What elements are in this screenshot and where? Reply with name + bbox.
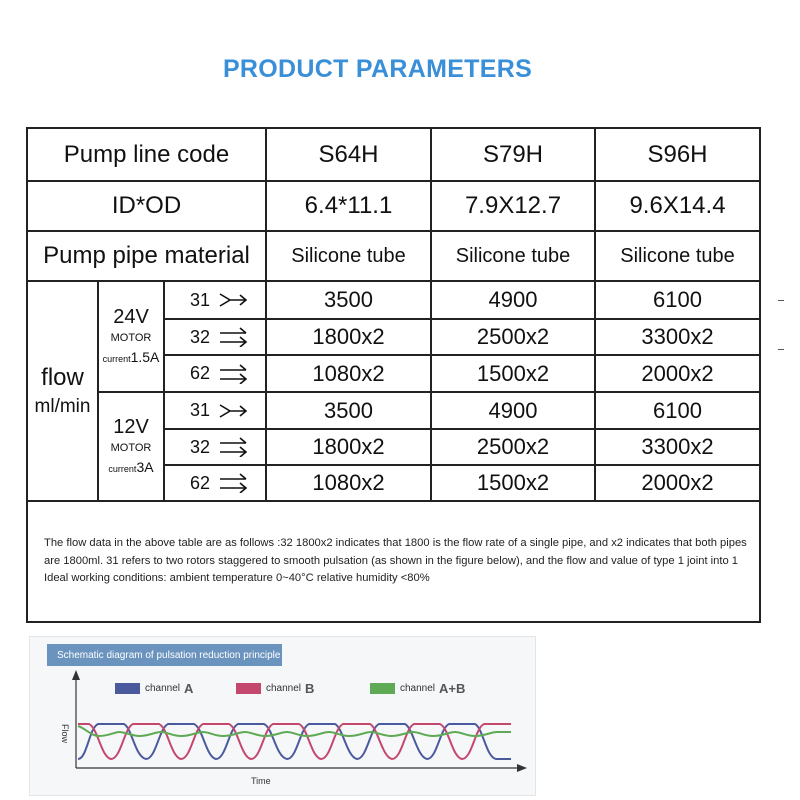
rotor-number: 62	[190, 472, 211, 493]
flow-label-line2: ml/min	[34, 396, 91, 417]
legend-channel-ab: channel A+B	[370, 681, 465, 696]
current-label: current3A	[108, 458, 154, 475]
flow-value: 2000x2	[641, 470, 714, 495]
legend-channel-b: channel B	[236, 681, 314, 696]
flow-note: The flow data in the above table are as follows :32 1800x2 indicates that 1800 is the flow rate of a single pipe, and x2 indicates that both pipes are 1800ml. 31 refers to two rotors staggered to smooth pulsation (as shown in the figure below), and the flow and value of type 1 joint into 1 Ideal working conditions: ambient temperature 0~40°C relative humidity <80%	[44, 537, 747, 584]
flow-value: 1080x2	[312, 470, 385, 495]
flow-value: 3300x2	[641, 324, 714, 349]
material-value: Silicone tube	[455, 244, 571, 267]
rotor-cell	[165, 430, 265, 464]
rotor-cell	[165, 356, 265, 391]
flow-value: 6100	[653, 397, 702, 423]
rotor-cell	[165, 282, 265, 318]
flow-label-line1: flow	[41, 364, 84, 391]
edge-mark	[778, 300, 784, 301]
voltage-group-12v	[99, 393, 163, 500]
flow-value: 4900	[488, 287, 538, 312]
header-label: Pump line code	[63, 140, 230, 168]
page-title: PRODUCT PARAMETERS	[222, 55, 533, 83]
motor-label: MOTOR	[110, 331, 152, 344]
x-axis-label: Time	[251, 776, 271, 786]
flow-value: 1080x2	[312, 360, 385, 386]
motor-label: MOTOR	[110, 441, 152, 454]
rotor-number: 31	[190, 289, 211, 310]
rotor-cell	[165, 393, 265, 428]
voltage-label: 24V	[113, 305, 149, 328]
material-value: Silicone tube	[620, 244, 735, 267]
voltage-label: 12V	[113, 415, 149, 438]
model-s96h: S96H	[647, 140, 708, 168]
rotor-number: 62	[190, 363, 211, 383]
rotor-cell	[165, 320, 265, 354]
flow-value: 3300x2	[641, 434, 714, 459]
flow-value: 3500	[324, 287, 373, 312]
dual-arrow-icon	[218, 290, 250, 310]
rotor-number: 31	[190, 400, 211, 420]
pulsation-plot	[29, 636, 536, 796]
material-value: Silicone tube	[291, 244, 406, 267]
flow-value: 2000x2	[641, 360, 714, 386]
voltage-group-24v	[99, 282, 163, 391]
dual-arrow-icon	[218, 401, 250, 421]
diagram-title: Schematic diagram of pulsation reduction principle	[47, 644, 282, 666]
double-arrow-icon	[218, 364, 250, 384]
id-od-value: 7.9X12.7	[464, 192, 562, 219]
flow-value: 6100	[653, 287, 702, 312]
legend-channel-a: channel A	[115, 681, 193, 696]
flow-value: 1500x2	[476, 470, 550, 495]
id-od-value: 6.4*11.1	[304, 192, 393, 219]
flow-value: 2500x2	[476, 324, 550, 349]
flow-value: 1800x2	[312, 324, 385, 349]
id-od-value: 9.6X14.4	[629, 192, 726, 219]
double-arrow-icon	[218, 437, 250, 457]
flow-value: 2500x2	[476, 434, 550, 459]
double-arrow-icon	[218, 473, 250, 493]
flow-label	[28, 282, 97, 500]
rotor-cell	[165, 466, 265, 500]
model-s64h: S64H	[318, 140, 379, 168]
material-label: Pump pipe material	[43, 242, 250, 269]
rotor-number: 32	[190, 326, 211, 347]
flow-value: 1800x2	[312, 434, 385, 459]
rotor-number: 32	[190, 436, 211, 457]
edge-mark	[778, 349, 784, 350]
x-axis-arrow	[517, 764, 527, 772]
y-axis-label: Flow	[60, 724, 70, 744]
y-axis-arrow	[72, 670, 80, 680]
flow-value: 3500	[324, 397, 373, 423]
id-od-label: ID*OD	[111, 192, 182, 219]
current-label: current1.5A	[102, 348, 160, 365]
model-s79h: S79H	[482, 140, 544, 168]
double-arrow-icon	[218, 327, 250, 347]
flow-value: 1500x2	[476, 360, 550, 386]
flow-value: 4900	[488, 397, 538, 423]
